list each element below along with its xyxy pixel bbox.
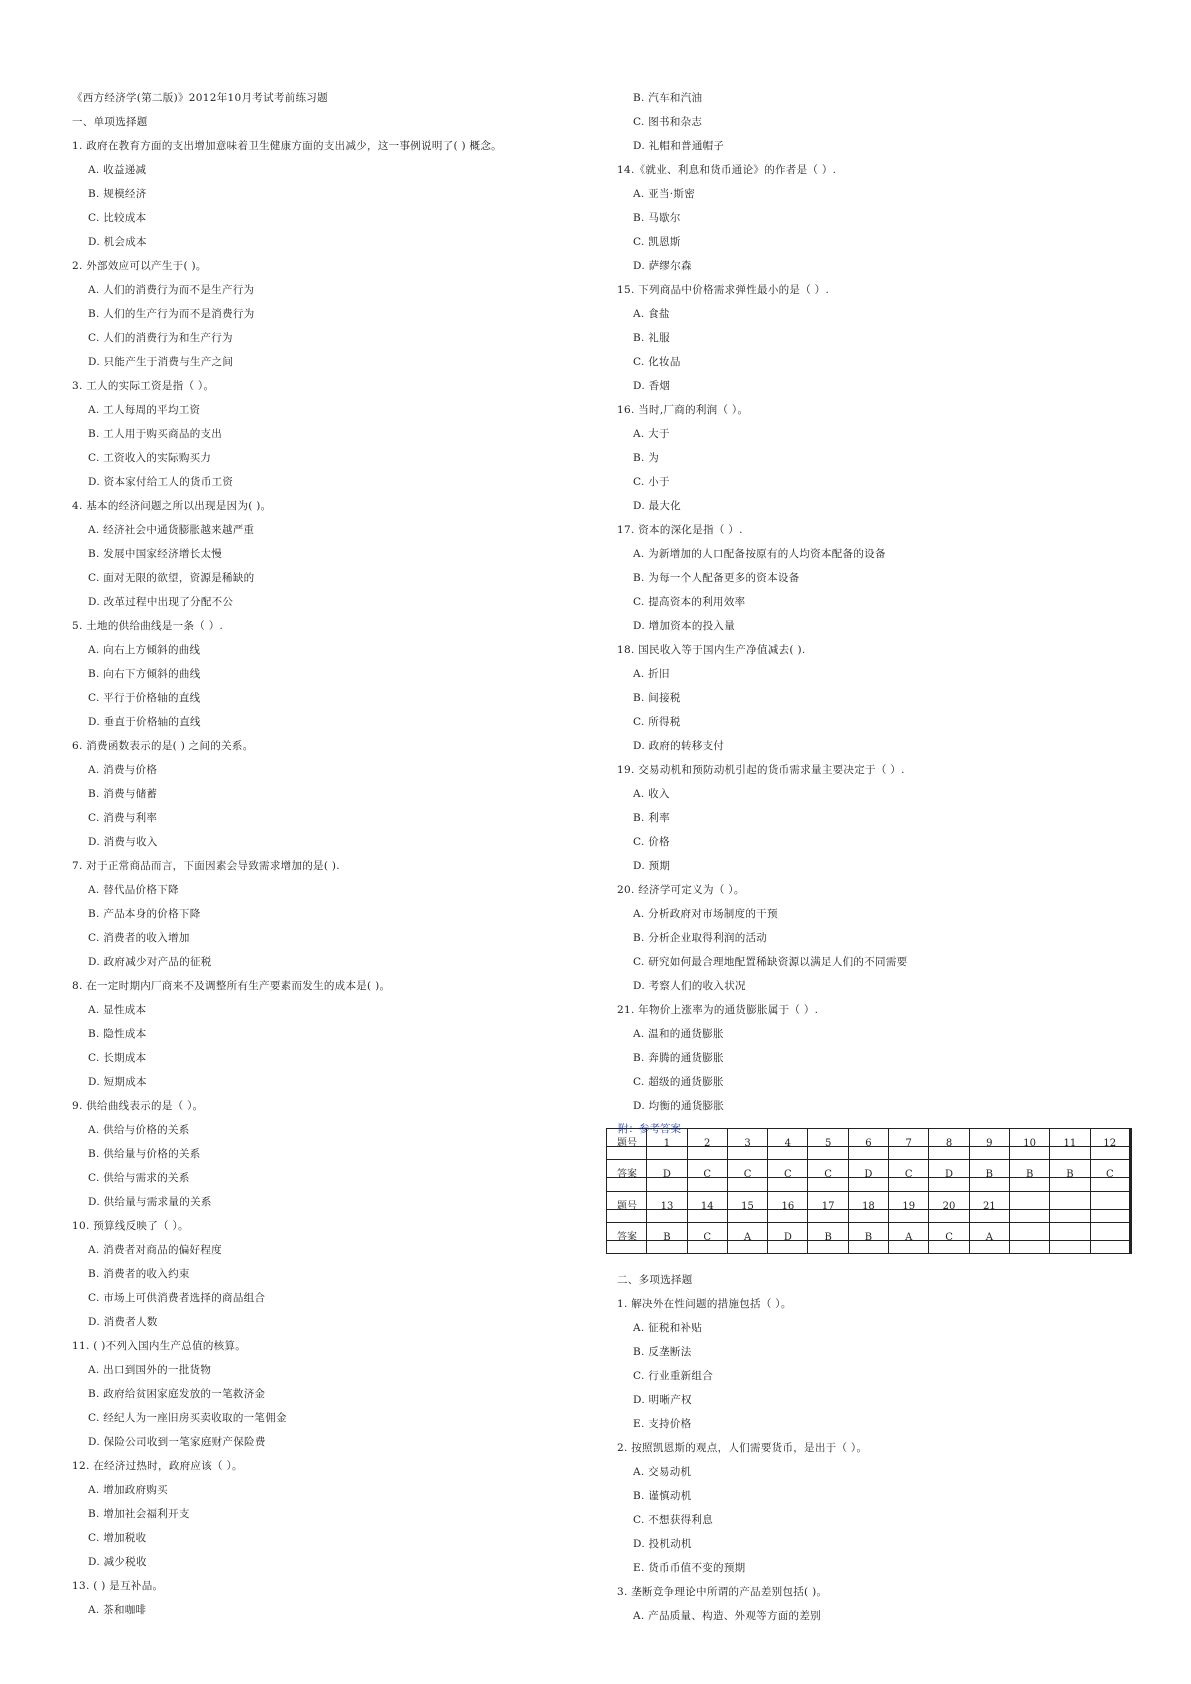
answer-option: B. 消费者的收入约束 <box>88 1268 190 1280</box>
table-row <box>607 1129 1131 1160</box>
table-cell: C <box>768 1160 808 1191</box>
question-stem: 6. 消费函数表示的是( ) 之间的关系。 <box>72 740 254 752</box>
answer-option: D. 改革过程中出现了分配不公 <box>88 596 234 608</box>
answer-option: B. 为 <box>633 452 660 464</box>
table-cell: B <box>808 1222 848 1253</box>
answer-option: A. 大于 <box>633 428 670 440</box>
answer-option: B. 增加社会福利开支 <box>88 1508 190 1520</box>
question-stem: 7. 对于正常商品而言，下面因素会导致需求增加的是( ). <box>72 860 340 872</box>
answer-option: D. 保险公司收到一笔家庭财产保险费 <box>88 1436 266 1448</box>
answer-option: B. 反垄断法 <box>633 1346 692 1358</box>
answer-option: A. 增加政府购买 <box>88 1484 168 1496</box>
answer-option: A. 茶和咖啡 <box>88 1604 147 1616</box>
table-cell <box>1009 1222 1049 1253</box>
answer-option: D. 垂直于价格轴的直线 <box>88 716 201 728</box>
answer-option: D. 均衡的通货膨胀 <box>633 1100 725 1112</box>
answer-option: D. 增加资本的投入量 <box>633 620 736 632</box>
table-cell: C <box>687 1160 727 1191</box>
answer-option: A. 收益递减 <box>88 164 147 176</box>
table-cell: B <box>1050 1160 1090 1191</box>
answer-option: B. 奔腾的通货膨胀 <box>633 1052 724 1064</box>
table-cell: 6 <box>848 1129 888 1160</box>
table-cell: B <box>848 1222 888 1253</box>
table-cell: 5 <box>808 1129 848 1160</box>
table-cell <box>1090 1191 1130 1222</box>
table-cell: A <box>889 1222 929 1253</box>
question-stem: 13. ( ) 是互补品。 <box>72 1580 164 1592</box>
question-stem: 2. 外部效应可以产生于( )。 <box>72 260 207 272</box>
answer-option: C. 面对无限的欲望，资源是稀缺的 <box>88 572 255 584</box>
answer-option: D. 考察人们的收入状况 <box>633 980 746 992</box>
answer-option: C. 市场上可供消费者选择的商品组合 <box>88 1292 266 1304</box>
answer-option: A. 分析政府对市场制度的干预 <box>633 908 778 920</box>
answer-option: A. 工人每周的平均工资 <box>88 404 201 416</box>
answer-option: D. 明晰产权 <box>633 1394 692 1406</box>
question-stem: 17. 资本的深化是指（ ）. <box>617 524 743 536</box>
answer-option: C. 消费者的收入增加 <box>88 932 190 944</box>
answer-option: B. 消费与储蓄 <box>88 788 158 800</box>
table-cell: C <box>727 1160 767 1191</box>
answer-option: C. 图书和杂志 <box>633 116 703 128</box>
answer-option: A. 为新增加的人口配备按原有的人均资本配备的设备 <box>633 548 886 560</box>
answer-option: A. 折旧 <box>633 668 670 680</box>
answer-option: B. 工人用于购买商品的支出 <box>88 428 223 440</box>
table-cell: 10 <box>1009 1129 1049 1160</box>
table-cell: 8 <box>929 1129 969 1160</box>
answer-option: C. 超级的通货膨胀 <box>633 1076 724 1088</box>
answer-option: C. 经纪人为一座旧房买卖收取的一笔佣金 <box>88 1412 287 1424</box>
answer-option: B. 产品本身的价格下降 <box>88 908 201 920</box>
answer-option: C. 平行于价格轴的直线 <box>88 692 201 704</box>
table-cell <box>1090 1222 1130 1253</box>
question-stem: 16. 当时,厂商的利润（ ）。 <box>617 404 749 416</box>
question-stem: 21. 年物价上涨率为的通货膨胀属于（ ）. <box>617 1004 819 1016</box>
answer-option: A. 替代品价格下降 <box>88 884 179 896</box>
answer-option: A. 交易动机 <box>633 1466 692 1478</box>
left-questions <box>72 134 592 1622</box>
table-cell: 20 <box>929 1191 969 1222</box>
table-cell: 11 <box>1050 1129 1090 1160</box>
table-cell: 17 <box>808 1191 848 1222</box>
question-stem: 18. 国民收入等于国内生产净值减去( ). <box>617 644 806 656</box>
section-heading-multiple-choice: 二、多项选择题 <box>617 1274 693 1286</box>
question-stem: 8. 在一定时期内厂商来不及调整所有生产要素而发生的成本是( )。 <box>72 980 391 992</box>
table-cell: C <box>687 1222 727 1253</box>
answer-option: D. 消费者人数 <box>88 1316 158 1328</box>
multiple-choice-questions <box>617 1292 867 1628</box>
answer-option: C. 增加税收 <box>88 1532 147 1544</box>
answer-option: C. 工资收入的实际购买力 <box>88 452 212 464</box>
answer-option: C. 小于 <box>633 476 670 488</box>
answer-option: B. 人们的生产行为而不是消费行为 <box>88 308 255 320</box>
table-cell: B <box>969 1160 1009 1191</box>
answer-option: D. 最大化 <box>633 500 682 512</box>
table-cell: 14 <box>687 1191 727 1222</box>
answer-option: C. 消费与利率 <box>88 812 158 824</box>
answer-option: D. 消费与收入 <box>88 836 158 848</box>
question-stem: 12. 在经济过热时，政府应该（ ）。 <box>72 1460 243 1472</box>
table-cell: D <box>647 1160 687 1191</box>
answer-option: C. 研究如何最合理地配置稀缺资源以满足人们的不同需要 <box>633 956 908 968</box>
table-cell: B <box>1009 1160 1049 1191</box>
table-cell: 2 <box>687 1129 727 1160</box>
table-row <box>607 1160 1131 1191</box>
table-cell: 15 <box>727 1191 767 1222</box>
answer-option: B. 隐性成本 <box>88 1028 147 1040</box>
answer-option: B. 汽车和汽油 <box>633 92 703 104</box>
table-cell: 16 <box>768 1191 808 1222</box>
answer-option: A. 经济社会中通货膨胀越来越严重 <box>88 524 255 536</box>
answer-option: B. 间接税 <box>633 692 681 704</box>
answer-option: A. 征税和补贴 <box>633 1322 703 1334</box>
answer-option: D. 礼帽和普通帽子 <box>633 140 725 152</box>
right-column <box>617 86 1137 1118</box>
answer-option: D. 萨缪尔森 <box>633 260 692 272</box>
table-cell: 18 <box>848 1191 888 1222</box>
table-cell: A <box>969 1222 1009 1253</box>
row-header: 题号 <box>607 1129 647 1160</box>
answer-option: C. 化妆品 <box>633 356 681 368</box>
answer-option: A. 消费者对商品的偏好程度 <box>88 1244 222 1256</box>
table-cell <box>1009 1191 1049 1222</box>
answer-option: D. 减少税收 <box>88 1556 147 1568</box>
table-cell: C <box>808 1160 848 1191</box>
table-cell: D <box>768 1222 808 1253</box>
document-title: 《西方经济学(第二版)》2012年10月考试考前练习题 <box>72 92 328 104</box>
section-heading-single-choice: 一、单项选择题 <box>72 116 148 128</box>
table-cell: 12 <box>1090 1129 1130 1160</box>
question-stem: 3. 垄断竞争理论中所谓的产品差别包括( )。 <box>617 1586 828 1598</box>
answer-option: D. 政府的转移支付 <box>633 740 725 752</box>
question-stem: 5. 土地的供给曲线是一条（ ）. <box>72 620 224 632</box>
table-cell: B <box>647 1222 687 1253</box>
answer-option: C. 提高资本的利用效率 <box>633 596 746 608</box>
table-cell: 3 <box>727 1129 767 1160</box>
answer-option: A. 出口到国外的一批货物 <box>88 1364 212 1376</box>
row-header: 答案 <box>607 1160 647 1191</box>
answer-option: B. 发展中国家经济增长太慢 <box>88 548 223 560</box>
answer-option: C. 长期成本 <box>88 1052 147 1064</box>
answer-option: C. 所得税 <box>633 716 681 728</box>
table-cell: 13 <box>647 1191 687 1222</box>
answer-option: B. 供给量与价格的关系 <box>88 1148 201 1160</box>
answer-option: C. 价格 <box>633 836 670 848</box>
answer-option: C. 人们的消费行为和生产行为 <box>88 332 233 344</box>
answer-option: A. 温和的通货膨胀 <box>633 1028 724 1040</box>
question-stem: 9. 供给曲线表示的是（ ）。 <box>72 1100 204 1112</box>
question-stem: 2. 按照凯恩斯的观点，人们需要货币，是出于（ ）。 <box>617 1442 868 1454</box>
question-stem: 15. 下列商品中价格需求弹性最小的是（ ）. <box>617 284 830 296</box>
question-stem: 1. 解决外在性问题的措施包括（ ）。 <box>617 1298 792 1310</box>
answer-note: 附：参考答案 <box>618 1123 681 1135</box>
table-cell: 21 <box>969 1191 1009 1222</box>
answer-option: D. 预期 <box>633 860 671 872</box>
answer-option: C. 不想获得利息 <box>633 1514 714 1526</box>
table-cell: 19 <box>889 1191 929 1222</box>
right-questions <box>617 86 1137 1118</box>
table-cell <box>1050 1222 1090 1253</box>
answer-option: B. 谨慎动机 <box>633 1490 692 1502</box>
table-cell: 4 <box>768 1129 808 1160</box>
answer-option: D. 政府减少对产品的征税 <box>88 956 212 968</box>
table-row <box>607 1222 1131 1253</box>
table-cell: A <box>727 1222 767 1253</box>
answer-table <box>606 1128 1132 1254</box>
table-cell: 9 <box>969 1129 1009 1160</box>
answer-option: A. 产品质量、构造、外观等方面的差别 <box>633 1610 821 1622</box>
answer-option: B. 为每一个人配备更多的资本设备 <box>633 572 800 584</box>
answer-option: E. 货币币值不变的预期 <box>633 1562 746 1574</box>
answer-option: B. 利率 <box>633 812 670 824</box>
answer-option: C. 供给与需求的关系 <box>88 1172 190 1184</box>
question-stem: 1. 政府在教育方面的支出增加意味着卫生健康方面的支出减少，这一事例说明了( ) 概念。 <box>72 140 502 152</box>
answer-option: A. 收入 <box>633 788 670 800</box>
answer-option: E. 支持价格 <box>633 1418 692 1430</box>
answer-option: D. 香烟 <box>633 380 671 392</box>
answer-option: A. 供给与价格的关系 <box>88 1124 190 1136</box>
table-row <box>607 1191 1131 1222</box>
answer-option: A. 向右上方倾斜的曲线 <box>88 644 201 656</box>
answer-option: D. 供给量与需求量的关系 <box>88 1196 212 1208</box>
answer-option: C. 比较成本 <box>88 212 147 224</box>
answer-option: A. 显性成本 <box>88 1004 147 1016</box>
answer-option: B. 政府给贫困家庭发放的一笔救济金 <box>88 1388 266 1400</box>
answer-option: A. 消费与价格 <box>88 764 158 776</box>
question-stem: 4. 基本的经济问题之所以出现是因为( )。 <box>72 500 272 512</box>
answer-option: D. 短期成本 <box>88 1076 147 1088</box>
answer-option: D. 资本家付给工人的货币工资 <box>88 476 234 488</box>
answer-option: B. 规模经济 <box>88 188 147 200</box>
answer-option: D. 只能产生于消费与生产之间 <box>88 356 234 368</box>
table-cell: D <box>848 1160 888 1191</box>
question-stem: 20. 经济学可定义为（ ）。 <box>617 884 745 896</box>
table-cell <box>1050 1191 1090 1222</box>
answer-option: B. 向右下方倾斜的曲线 <box>88 668 201 680</box>
question-stem: 10. 预算线反映了（ ）。 <box>72 1220 189 1232</box>
answer-option: A. 食盐 <box>633 308 670 320</box>
table-cell: 7 <box>889 1129 929 1160</box>
table-cell: D <box>929 1160 969 1191</box>
answer-option: A. 人们的消费行为而不是生产行为 <box>88 284 255 296</box>
answer-option: D. 投机动机 <box>633 1538 692 1550</box>
question-stem: 14.《就业、利息和货币通论》的作者是（ ）. <box>617 164 837 176</box>
left-column <box>72 86 592 1622</box>
answer-option: A. 亚当·斯密 <box>633 188 695 200</box>
answer-option: B. 分析企业取得利润的活动 <box>633 932 768 944</box>
answer-option: C. 凯恩斯 <box>633 236 681 248</box>
table-cell: C <box>929 1222 969 1253</box>
answer-option: B. 礼服 <box>633 332 670 344</box>
question-stem: 19. 交易动机和预防动机引起的货币需求量主要决定于（ ）. <box>617 764 905 776</box>
row-header: 题号 <box>607 1191 647 1222</box>
table-cell: C <box>1090 1160 1130 1191</box>
answer-option: C. 行业重新组合 <box>633 1370 714 1382</box>
table-cell: C <box>889 1160 929 1191</box>
answer-option: D. 机会成本 <box>88 236 147 248</box>
right-column-lower <box>617 1268 867 1628</box>
table-cell: 1 <box>647 1129 687 1160</box>
row-header: 答案 <box>607 1222 647 1253</box>
question-stem: 11. ( )不列入国内生产总值的核算。 <box>72 1340 247 1352</box>
answer-option: B. 马歇尔 <box>633 212 681 224</box>
question-stem: 3. 工人的实际工资是指（ ）。 <box>72 380 215 392</box>
